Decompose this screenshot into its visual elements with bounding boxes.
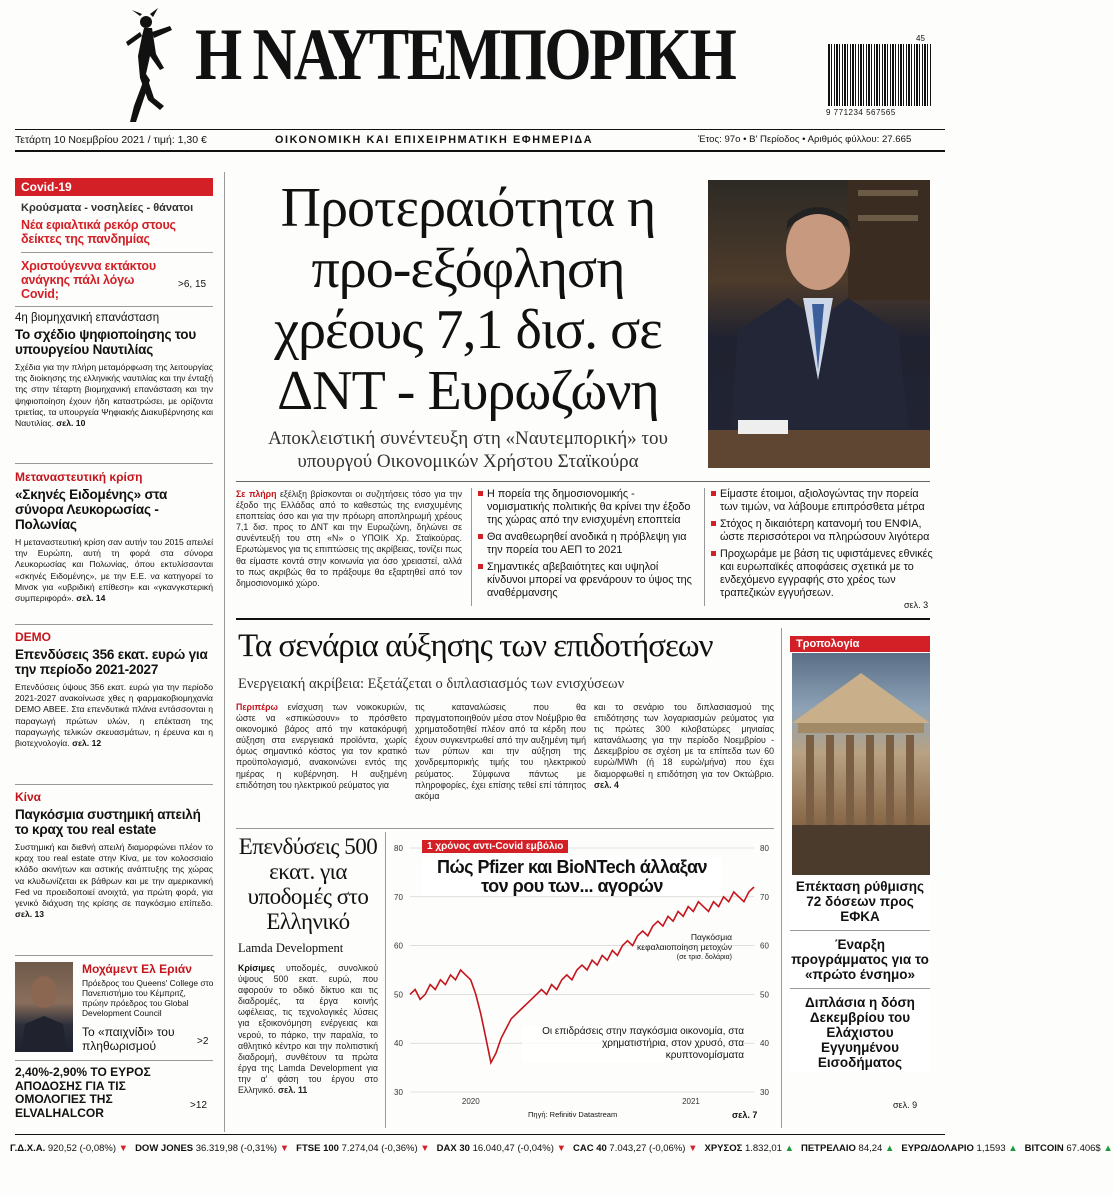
chart-ytick-left: 70 [394, 892, 403, 902]
tropologia-ref: σελ. 9 [893, 1100, 918, 1110]
chart-ref: σελ. 7 [732, 1110, 758, 1120]
main-subhead: Αποκλειστική συνέντευξη στη «Ναυτεμπορική» του υπουργού Οικονομικών Χρήστου Σταϊκούρα [268, 428, 668, 472]
ticker-label: DAX 30 [436, 1143, 470, 1154]
elval-ref: >12 [190, 1100, 207, 1111]
ticker-value: 84,24 [858, 1143, 883, 1154]
industry-kicker: 4η βιομηχανική επανάσταση [15, 312, 160, 324]
lamda-headline[interactable]: Επενδύσεις 500 εκατ. για υποδομές στο Ελληνικό [238, 834, 378, 934]
chart-ytick-left: 50 [394, 990, 403, 1000]
covid-headline-2[interactable]: Χριστούγεννα εκτάκτου ανάγκης πάλι λόγω Covid; [21, 259, 156, 301]
rule [15, 150, 945, 152]
up-arrow-icon: ▲ [1103, 1143, 1113, 1154]
covid-label: Covid-19 [15, 178, 213, 196]
covid-kicker: Κρούσματα - νοσηλείες - θάνατοι [21, 202, 194, 214]
covid-headline[interactable]: Νέα εφιαλτικά ρεκόρ στους δείκτες της πανδημίας [21, 218, 176, 246]
covid-ref: >6, 15 [178, 279, 207, 290]
ticker-label: DOW JONES [135, 1143, 194, 1154]
subsidies-col-1: ενίσχυση των νοικοκυριών, ώστε να «σπικώσουν» το πρόσθετο οικονομικό βάρος από την κατακόρυφή αύξηση στα ενεργειακά προϊόντα, χωρίς όμως σημαντικό κόστος για τον κρατικό προϋπολογισμό, ανακοινώνει εντός της ημέρας η κυβέρνηση. Η αυξημένη επιδότηση του ηλεκτρικού ρεύματος για [236, 702, 407, 790]
tropologia-label: Τροπολογία [790, 636, 930, 652]
elval-headline[interactable]: 2,40%-2,90% ΤΟ ΕΥΡΟΣ ΑΠΟΔΟΣΗΣ ΓΙΑ ΤΙΣ ΟΜΟΛΟΓΙΕΣ ΤΗΣ ELVALHALCOR [15, 1065, 151, 1120]
ticker-label: ΧΡΥΣΟΣ [704, 1143, 743, 1154]
lamda-lead: Κρίσιμες [238, 963, 275, 973]
ticker-label: FTSE 100 [296, 1143, 339, 1154]
rule [15, 129, 945, 130]
ticker-item [901, 1143, 1017, 1154]
china-headline[interactable]: Παγκόσμια συστημική απειλή το κραχ του real estate [15, 807, 201, 837]
ticker-value: 1.832,01 [744, 1143, 782, 1154]
subsidies-subhead: Ενεργειακή ακρίβεια: Εξετάζεται ο διπλασιασμός των ενισχύσεων [238, 676, 625, 692]
hermes-logo-icon [120, 6, 190, 126]
chart-title: Πώς Pfizer και BioNTech άλλαξαν τον ρου των... αγορών [422, 858, 722, 896]
ticker-value: 16.040,47 (-0,04%) [472, 1143, 554, 1154]
chart-ytick-left: 80 [394, 844, 403, 853]
demo-body: Επενδύσεις ύψους 356 εκατ. ευρώ για την περίοδο 2021-2027 ανακοίνωσε χθες η φαρμακοβιομηχανία DEMO ABEE. Στα επενδυτικά πλάνα εντάσσονται η παραγωγή πρώτων υλών, η επέκταση της παραγωγής τελικών σκευασμάτων, η έρευνα και η βιοτεχνολογία. [15, 682, 213, 749]
migration-body: Η μεταναστευτική κρίση σαν αυτήν του 2015 απειλεί την Ευρώπη, αυτή τη φορά στα σύνορα Λευκορωσίας και Πολωνίας, όπου εκτυλίσσονται «σκηνές Ειδομένης», με την Ε.Ε. να κατηγορεί το Μινσκ για «υβριδική επίθεση» και «γκανγκστερική συμπεριφορά». [15, 537, 213, 604]
chart-ytick-right: 40 [760, 1039, 769, 1049]
ticker-item [801, 1143, 894, 1154]
main-body: εξέλιξη βρίσκονται οι συζητήσεις τόσο για την έξοδο της Ελλάδας από το καθεστώς της ενισχυμένης εποπτείας όσο και για την πρόωρη αποπληρωμή χρέους 7,1 δισ. προς το ΔΝΤ και την Ευρωζώνη, δηλώνει σε συνέντευξή του στη «Ν» ο ΥΠΟΙΚ Χρ. Σταϊκούρας. Ερωτώμενος για τις επιπτώσεις της ακρίβειας, τονίζει πως θα είμαστε κοντά στην κοινωνία για όσο χρειαστεί, αλλά το πως ακριβώς θα το πράξουμε θα εξαρτηθεί από τον δημοσιονομικό χώρο. [236, 489, 463, 588]
subsidies-col-2: τις καταναλώσεις που θα πραγματοποιηθούν μέσα στον Νοέμβριο θα χρηματοδοτηθεί πλέον από τα κέρδη που έχουν συγκεντρωθεί από την αυξημένη τιμή των ρύπων και την αύξηση της χονδρεμπορικής τιμής του ηλεκτρικού ρεύματος. Σύμφωνα πάντως με πληροφορίες, έχει επίσης τεθεί επί τάπητος ακόμα [415, 702, 586, 801]
chart-ytick-left: 40 [394, 1039, 403, 1049]
chart-ytick-right: 60 [760, 941, 769, 951]
barcode [828, 44, 932, 106]
migration-ref: σελ. 14 [76, 593, 106, 604]
ticker-label: BITCOIN [1024, 1143, 1064, 1154]
demo-headline[interactable]: Επενδύσεις 356 εκατ. ευρώ για την περίοδο 2021-2027 [15, 647, 208, 677]
subsidies-headline[interactable]: Τα σενάρια αύξησης των επιδοτήσεων [238, 628, 713, 664]
industry-headline[interactable]: Το σχέδιο ψηφιοποίησης του υπουργείου Ναυτιλίας [15, 327, 196, 357]
ticker-item [705, 1143, 794, 1154]
china-kicker: Κίνα [15, 790, 42, 804]
ticker-item [135, 1143, 289, 1154]
erian-name: Μοχάμεντ Ελ Εριάν [82, 962, 192, 976]
main-bullet: Προχωράμε με βάση τις υφιστάμενες εθνικές και ευρωπαϊκές αποφάσεις σχετικά με το ενδεχόμενο εγγραφής στο χρέος των τραπεζικών εγγυήσεων. [711, 548, 933, 600]
ticker-item [573, 1143, 698, 1154]
main-bullets-1 [478, 488, 696, 604]
erian-quote[interactable]: Το «παιχνίδι» του πληθωρισμού [82, 1025, 175, 1053]
down-arrow-icon: ▼ [420, 1143, 430, 1154]
main-bullet: Θα αναθεωρηθεί ανοδικά η πρόβλεψη για την πορεία του ΑΕΠ το 2021 [478, 531, 696, 557]
industry-ref: σελ. 10 [56, 418, 86, 429]
main-bullet: Η πορεία της δημοσιονομικής - νομισματικής πολιτικής θα κρίνει την έξοδο της χώρας από την ενισχυμένη εποπτεία [478, 488, 696, 527]
chart-xtick: 2021 [682, 1097, 700, 1106]
market-cap-chart [392, 834, 778, 1126]
ticker-item [1025, 1143, 1113, 1154]
main-bullet: Είμαστε έτοιμοι, αξιολογώντας την πορεία των τιμών, να λάβουμε επιπρόσθετα μέτρα [711, 488, 933, 514]
ticker-value: 36.319,98 (-0,31%) [195, 1143, 278, 1154]
ticker-item [296, 1143, 430, 1154]
main-headline[interactable]: Προτεραιότητα η προ-εξόφληση χρέους 7,1 δισ. σε ΔΝΤ - Ευρωζώνη [274, 177, 662, 422]
minister-photo [708, 180, 930, 468]
lamda-byline: Lamda Development [238, 941, 344, 955]
tropologia-headline-3[interactable]: Διπλάσια η δόση Δεκεμβρίου του Ελάχιστου Εγγυημένου Εισοδήματος [805, 995, 915, 1070]
up-arrow-icon: ▲ [1008, 1143, 1018, 1154]
ticker-label: ΠΕΤΡΕΛΑΙΟ [800, 1143, 856, 1154]
down-arrow-icon: ▼ [688, 1143, 698, 1154]
ticker-value: 920,52 (-0,08%) [47, 1143, 117, 1154]
china-ref: σελ. 13 [15, 909, 45, 920]
ticker-label: ΕΥΡΩ/ΔΟΛΑΡΙΟ [901, 1143, 974, 1154]
demo-kicker: DEMO [15, 630, 51, 644]
migration-headline[interactable]: «Σκηνές Ειδομένης» στα σύνορα Λευκορωσίας - Πολωνίας [15, 487, 168, 532]
issue-code: 45 [916, 34, 925, 43]
lamda-ref: σελ. 11 [278, 1085, 308, 1096]
parliament-photo [792, 653, 930, 875]
date-price: Τετάρτη 10 Νοεμβρίου 2021 / τιμή: 1,30 € [15, 134, 207, 146]
main-bullet: Στόχος η δικαιότερη κατανομή του ΕΝΦΙΑ, ώστε περισσότεροι να πληρώσουν λιγότερα [711, 518, 933, 544]
erian-ref: >2 [197, 1036, 209, 1047]
chart-xtick: 2020 [461, 1097, 480, 1106]
up-arrow-icon: ▲ [784, 1143, 794, 1154]
ticker-value: 67.406$ [1066, 1143, 1101, 1154]
migration-kicker: Μεταναστευτική κρίση [15, 470, 143, 484]
lamda-body: υποδομές, συνολικού ύψους 500 εκατ. ευρώ, που αφορούν το οδικό δίκτυο και τις διαδρομές, τα έργα κοινής ωφέλειας, τις τεχνολογικές λύσεις για εξοικονόμηση ενέργειας και νερού, το πάρκο, την παραλία, το αθλητικό κέντρο και την πολιτιστική διαδρομή, συνθέτουν τα πρώτα έργα της Lamda Development για την α' φάση του έργου στο Ελληνικό. [238, 963, 378, 1096]
ticker-value: 7.274,04 (-0,36%) [341, 1143, 418, 1154]
down-arrow-icon: ▼ [279, 1143, 290, 1154]
subsidies-col-3: και το σενάριο του διπλασιασμού της επιδότησης των λογαριασμών ρεύματος για τις πρώτες 300 κιλοβατώρες μηνιαίας κατανάλωσης για την περίοδο Νοεμβρίου - Δεκεμβρίου σε σχέση με τα επίπεδα των 60 ευρώ/MWh (ή 18 ευρώ/μήνα) που έχει διαμορφωθεί η επιδότηση για τον Οκτώβριο. [594, 702, 774, 779]
subsidies-lead: Περιπέρω [236, 702, 278, 712]
china-body: Συστημική και διεθνή απειλή διαμορφώνει πλέον το κραχ του real estate στην Κίνα, με τον κολοσσιαίο κλάδο ακινήτων και αστικής ανάπτυξης της χώρας να κλυδωνίζεται εκ βάθρων και με την αμερικανική Fed να προειδοποιεί ανοιχτά, για πρώτη φορά, για γενικό διάχυση της κρίσης σε παγκόσμιο επίπεδο. [15, 842, 213, 909]
tropologia-headline-2[interactable]: Έναρξη προγράμματος για το «πρώτο ένσημο» [791, 937, 929, 982]
chart-ytick-left: 60 [394, 941, 403, 951]
ticker-value: 1,1593 [976, 1143, 1006, 1154]
main-lead: Σε πλήρη [236, 489, 277, 499]
down-arrow-icon: ▼ [118, 1143, 129, 1154]
barcode-number: 9 771234 567565 [826, 108, 896, 117]
industry-body: Σχέδια για την πλήρη μεταμόρφωση της λειτουργίας της διοίκησης της ελληνικής ναυτιλίας και την ένταξή της στην τέταρτη βιομηχανική επανάσταση και την ψηφιοποίηση έχουν ήδη καταστρώσει, με ορίζοντα τριετίας, τα υπουργεία Ψηφιακής Διακυβέρνησης και Ναυτιλίας. [15, 362, 213, 429]
main-bullets-2 [711, 488, 933, 604]
chart-source: Πηγή: Refinitiv Datastream [528, 1110, 618, 1119]
ticker-value: 7.043,27 (-0,06%) [609, 1143, 686, 1154]
up-arrow-icon: ▲ [884, 1143, 895, 1154]
market-ticker [10, 1143, 1113, 1154]
erian-bio: Πρόεδρος του Queens' College στο Πανεπιστήμιο του Κέμπριτζ, πρώην πρόεδρος του Global Development Council [82, 978, 214, 1018]
chart-ytick-right: 30 [760, 1088, 769, 1097]
chart-label: 1 χρόνος αντι-Covid εμβόλιο [422, 840, 568, 853]
chart-ytick-right: 50 [760, 990, 769, 1000]
subsidies-ref: σελ. 4 [594, 779, 619, 790]
ticker-item [10, 1143, 128, 1154]
main-bullet: Σημαντικές αβεβαιότητες και υψηλοί κίνδυνοι μπορεί να φρενάρουν το ύψος της αναθέρμανσης [478, 561, 696, 600]
demo-ref: σελ. 12 [72, 738, 102, 749]
chart-ytick-left: 30 [394, 1088, 403, 1097]
masthead-title: Η ΝΑΥΤΕΜΠΟΡΙΚΗ [195, 14, 735, 96]
tropologia-headline-1[interactable]: Επέκταση ρύθμισης 72 δόσεων προς ΕΦΚΑ [795, 879, 925, 924]
ticker-label: Γ.Δ.Χ.Α. [10, 1143, 46, 1154]
chart-note: Οι επιδράσεις στην παγκόσμια οικονομία, στα χρηματιστήρια, στον χρυσό, στα κρυπτονομίσματα [522, 1026, 744, 1062]
chart-ytick-right: 80 [760, 844, 769, 853]
chart-series-label: Παγκόσμια κεφαλαιοποίηση μετοχών [637, 932, 732, 952]
main-ref: σελ. 3 [904, 600, 929, 610]
ticker-label: CAC 40 [572, 1143, 607, 1154]
chart-ytick-right: 70 [760, 892, 769, 902]
chart-unit: (σε τρισ. δολάρια) [676, 954, 732, 961]
erian-photo [15, 962, 73, 1052]
issue-info: Έτος: 97ο • Β' Περίοδος • Αριθμός φύλλου: 27.665 [698, 134, 912, 145]
tagline: ΟΙΚΟΝΟΜΙΚΗ ΚΑΙ ΕΠΙΧΕΙΡΗΜΑΤΙΚΗ ΕΦΗΜΕΡΙΔΑ [275, 134, 594, 146]
ticker-item [437, 1143, 566, 1154]
down-arrow-icon: ▼ [556, 1143, 566, 1154]
